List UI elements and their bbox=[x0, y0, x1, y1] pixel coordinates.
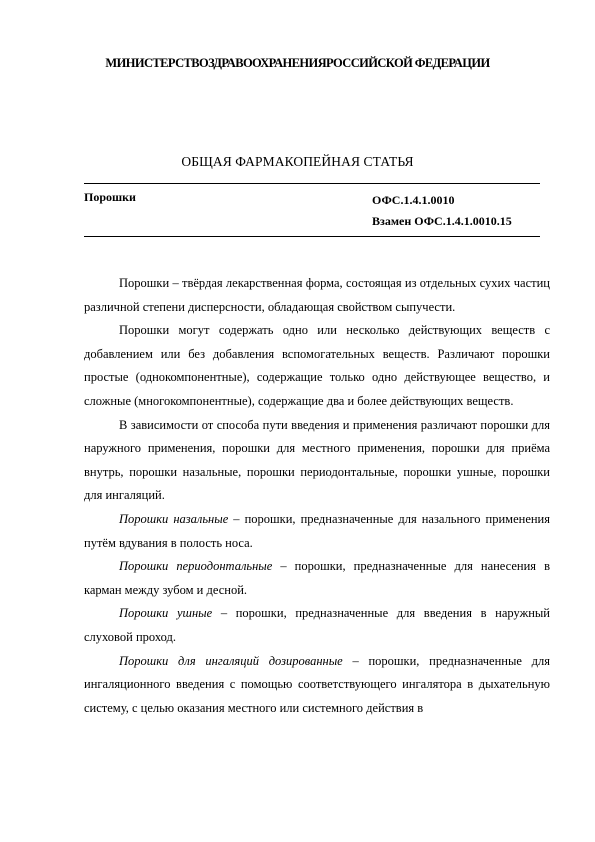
definition-periodontal: – порошки, предназначенные для нанесения в карман между зубом и десной. bbox=[84, 559, 550, 597]
article-code: ОФС.1.4.1.0010 bbox=[372, 193, 455, 207]
article-type-title: ОБЩАЯ ФАРМАКОПЕЙНАЯ СТАТЬЯ bbox=[181, 154, 414, 169]
article-code-block bbox=[372, 190, 512, 232]
paragraph-composition: Порошки могут содержать одно или несколько действующих веществ с добавлением или без добавления вспомогательных веществ. Различают порошки простые (однокомпонентные), содержащие только одно действующее вещество, и сложные (многокомпонентные), содержащие два и более действующих веществ. bbox=[84, 323, 550, 408]
top-divider bbox=[84, 183, 540, 184]
article-replaces: Взамен ОФС.1.4.1.0010.15 bbox=[372, 214, 512, 228]
article-name: Порошки bbox=[84, 190, 136, 204]
bottom-divider bbox=[84, 236, 540, 237]
paragraph-classification: В зависимости от способа пути введения и применения различают порошки для наружного применения, порошки для местного применения, порошки для приёма внутрь, порошки назальные, порошки периодонтальные, порошки ушные, порошки для ингаляций. bbox=[84, 417, 550, 503]
definition-ear: – порошки, предназначенные для введения в наружный слуховой проход. bbox=[84, 606, 550, 644]
definition-inhalation: – порошки, предназначенные для ингаляционного введения с помощью соответствующего ингалятора в дыхательную систему, с целью оказания местного или системного действия в bbox=[84, 653, 551, 715]
term-nasal: Порошки назальные bbox=[119, 511, 229, 526]
paragraph-nasal bbox=[84, 508, 550, 555]
term-ear: Порошки ушные bbox=[119, 606, 213, 621]
term-periodontal: Порошки периодонтальные bbox=[119, 559, 273, 574]
ministry-heading: МИНИСТЕРСТВОЗДРАВООХРАНЕНИЯРОССИЙСКОЙ ФЕДЕРАЦИИ bbox=[105, 56, 490, 70]
paragraph-periodontal bbox=[84, 555, 550, 602]
term-inhalation: Порошки для ингаляций дозированные bbox=[119, 653, 343, 668]
article-body bbox=[84, 272, 550, 720]
paragraph-inhalation bbox=[84, 650, 550, 721]
paragraph-ear bbox=[84, 602, 550, 649]
definition-nasal: – порошки, предназначенные для назального применения путём вдувания в полость носа. bbox=[84, 511, 550, 550]
paragraph-definition: Порошки – твёрдая лекарственная форма, состоящая из отдельных сухих частиц различной степени дисперсности, обладающая свойством сыпучести. bbox=[84, 276, 550, 314]
